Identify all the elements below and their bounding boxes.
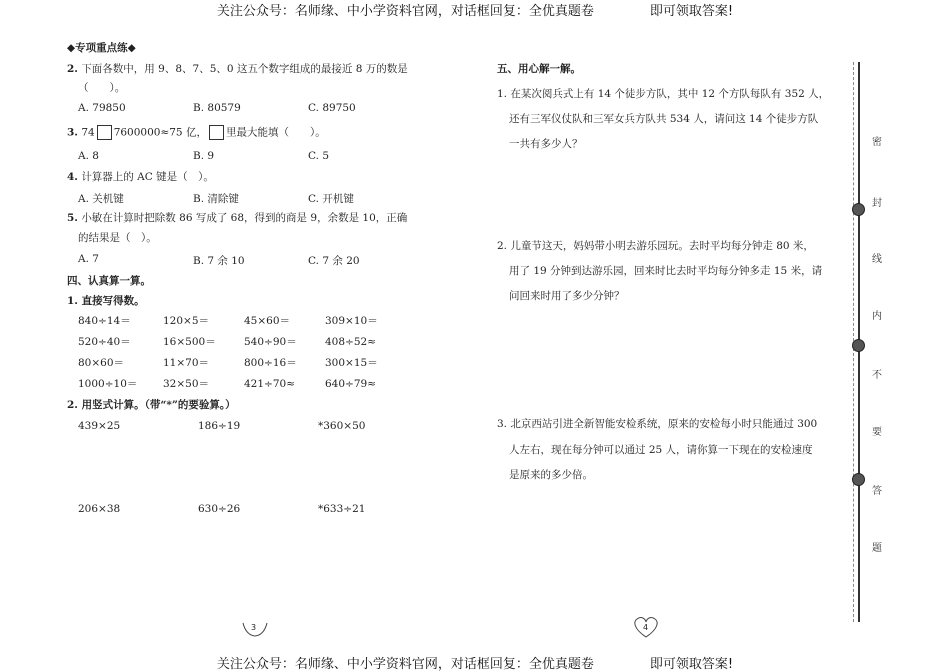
oral-item: 640÷79≈ (325, 378, 376, 390)
oral-item: 11×70＝ (163, 357, 210, 369)
problem-3-line: 是原来的多少倍。 (509, 469, 593, 481)
binding-hole-icon (852, 473, 865, 486)
problem-3-line: 人左右，现在每分钟可以通过 25 人，请你算一下现在的安检速度 (509, 444, 813, 456)
option-a: A. 79850 (78, 102, 126, 114)
option-a: A. 关机键 (78, 193, 124, 205)
oral-item: 421÷70≈ (244, 378, 295, 390)
option-a: A. 7 (78, 253, 99, 265)
binding-char: 线 (872, 254, 882, 265)
binding-char: 要 (872, 427, 882, 438)
binding-char: 不 (872, 370, 882, 381)
bottom-banner (0, 653, 950, 672)
blank-box[interactable] (97, 125, 112, 140)
question-3 (67, 125, 326, 140)
problem-1-line: 一共有多少人？ (509, 138, 583, 150)
option-c: C. 89750 (308, 102, 356, 114)
question-number: 4. (67, 171, 78, 183)
banner-left-text: 关注公众号：名师缘、中小学资料官网，对话框回复：全优真题卷 (216, 4, 594, 19)
option-c: C. 开机键 (308, 193, 354, 205)
problem-2-line: 用了 19 分钟到达游乐园，回来时比去时平均每分钟多走 15 米，请 (509, 265, 823, 277)
question-4 (67, 170, 214, 184)
oral-item: 840÷14＝ (78, 315, 131, 327)
vertical-item: 206×38 (78, 503, 121, 515)
question-stem-cont: 的结果是（ ）。 (78, 232, 157, 244)
page-number: 3 (251, 623, 257, 632)
problem-1-line: 还有三军仪仗队和三军女兵方队共 534 人，请问这 14 个徒步方队 (509, 113, 819, 125)
question-stem: 计算器上的 AC 键是（ ）。 (81, 171, 214, 183)
vertical-item: 439×25 (78, 420, 121, 432)
question-2 (67, 62, 408, 76)
page-number: 4 (643, 623, 649, 632)
banner-left-text: 关注公众号：名师缘、中小学资料官网，对话框回复：全优真题卷 (216, 657, 594, 672)
question-5 (67, 211, 407, 225)
question-part: 里最大能填（ ）。 (225, 126, 326, 139)
binding-char: 内 (872, 311, 882, 322)
oral-item: 1000÷10＝ (78, 378, 138, 390)
question-number: 5. (67, 212, 78, 224)
banner-right-text: 即可领取答案! (649, 4, 734, 19)
question-stem: 下面各数中，用 9、8、7、5、0 这五个数字组成的最接近 8 万的数是 (81, 63, 408, 75)
oral-item: 540÷90＝ (244, 336, 297, 348)
option-b: B. 9 (193, 150, 215, 162)
vertical-item: *360×50 (318, 420, 366, 432)
oral-item: 120×5＝ (163, 315, 210, 327)
problem-1-line: 1. 在某次阅兵式上有 14 个徒步方队，其中 12 个方队每队有 352 人， (497, 88, 830, 100)
option-b: B. 80579 (193, 102, 241, 114)
oral-item: 408÷52≈ (325, 336, 376, 348)
question-part: 7600000≈75 亿， (113, 126, 207, 139)
oral-item: 45×60＝ (244, 315, 291, 327)
oral-item: 520÷40＝ (78, 336, 131, 348)
question-number: 3. (67, 126, 78, 139)
option-a: A. 8 (78, 150, 99, 162)
section-4-title: 四、认真算一算。 (67, 275, 151, 287)
vertical-item: 186÷19 (198, 420, 241, 432)
option-b: B. 清除键 (193, 193, 239, 205)
banner-right-text: 即可领取答案! (649, 657, 734, 672)
binding-hole-icon (852, 203, 865, 216)
vertical-calc-title: 2. 用竖式计算。（带“*”的要验算。） (67, 399, 236, 411)
oral-item: 16×500＝ (163, 336, 216, 348)
option-b: B. 7 余 10 (193, 255, 245, 267)
top-banner (0, 0, 950, 19)
oral-item: 32×50＝ (163, 378, 210, 390)
oral-item: 80×60＝ (78, 357, 125, 369)
vertical-item: 630÷26 (198, 503, 241, 515)
binding-char: 答 (872, 486, 882, 497)
question-blank: （ ）。 (78, 82, 126, 94)
question-part: 74 (81, 126, 95, 139)
problem-3-line: 3. 北京西站引进全新智能安检系统，原来的安检每小时只能通过 300 (497, 418, 818, 430)
question-stem: 小敏在计算时把除数 86 写成了 68，得到的商是 9，余数是 10，正确 (81, 212, 408, 224)
question-number: 2. (67, 63, 78, 75)
oral-item: 300×15＝ (325, 357, 378, 369)
vertical-item: *633÷21 (318, 503, 366, 515)
option-c: C. 5 (308, 150, 330, 162)
binding-char: 封 (872, 198, 882, 209)
blank-box[interactable] (209, 125, 224, 140)
problem-2-line: 2. 儿童节这天，妈妈带小明去游乐园玩。去时平均每分钟走 80 米， (497, 240, 814, 252)
oral-calc-title: 1. 直接写得数。 (67, 295, 145, 307)
oral-item: 309×10＝ (325, 315, 378, 327)
section-focus-title: ◆专项重点练◆ (67, 42, 136, 54)
binding-char: 题 (872, 543, 882, 554)
section-5-title: 五、用心解一解。 (497, 63, 581, 75)
option-c: C. 7 余 20 (308, 255, 360, 267)
binding-hole-icon (852, 339, 865, 352)
oral-item: 800÷16＝ (244, 357, 297, 369)
binding-char: 密 (872, 137, 882, 148)
problem-2-line: 问回来时用了多少分钟？ (509, 290, 625, 302)
